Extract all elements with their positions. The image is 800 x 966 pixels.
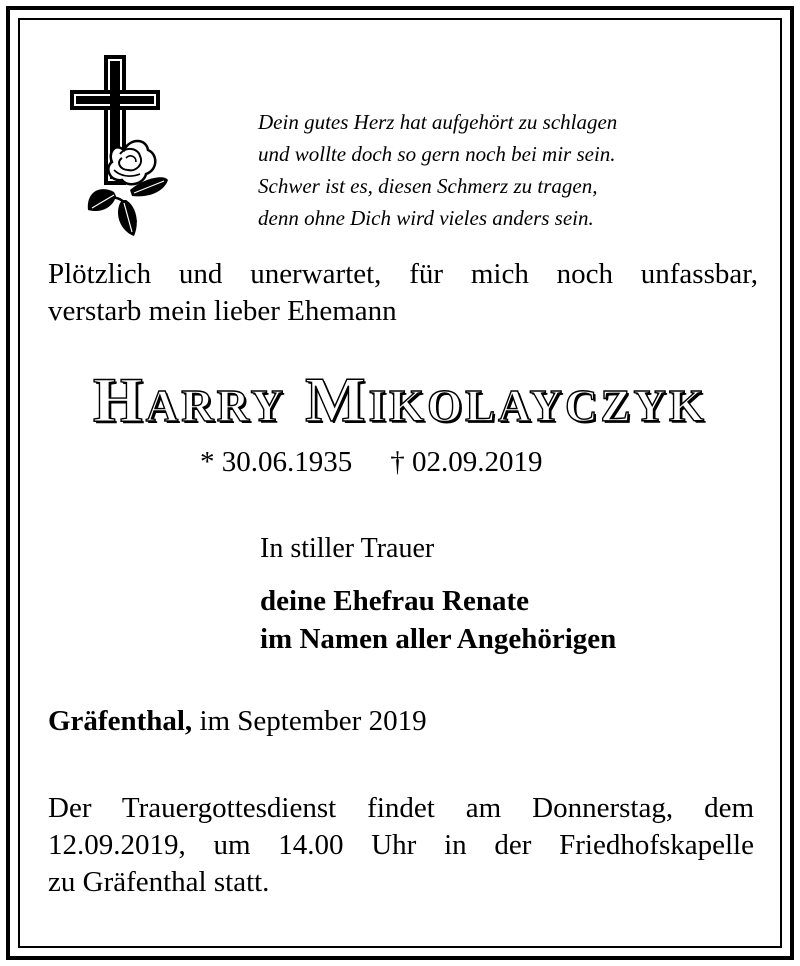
mourners-list — [260, 582, 616, 658]
mourning-phrase: In stiller Trauer — [260, 533, 435, 564]
place-and-date — [48, 703, 427, 739]
service-line-2: 12.09.2019, um 14.00 Uhr in der Friedhofskapelle — [48, 829, 754, 861]
intro-line-1: Plötzlich und unerwartet, für mich noch unfassbar, — [48, 258, 758, 290]
intro-line-2: verstarb mein lieber Ehemann — [48, 295, 397, 327]
poem-line: Dein gutes Herz hat aufgehört zu schlagen — [258, 110, 618, 134]
service-notice — [48, 790, 754, 901]
service-line-1: Der Trauergottesdienst findet am Donnerstag, dem — [48, 792, 754, 824]
life-dates — [200, 444, 543, 480]
deceased-name: Harry Mikolayczyk — [92, 364, 707, 435]
month-year: im September 2019 — [199, 705, 427, 737]
service-line-3: zu Gräfenthal statt. — [48, 866, 270, 898]
poem-line: Schwer ist es, diesen Schmerz zu tragen, — [258, 174, 598, 198]
poem-line: denn ohne Dich wird vieles anders sein. — [258, 206, 594, 230]
death-date: † 02.09.2019 — [390, 446, 543, 478]
rose-icon — [88, 141, 168, 236]
cross-and-rose-emblem — [64, 50, 184, 240]
mourner-line: im Namen aller Angehörigen — [260, 623, 617, 655]
poem-line: und wollte doch so gern noch bei mir sein. — [258, 142, 616, 166]
birth-date: * 30.06.1935 — [200, 446, 353, 478]
announcement-intro — [48, 256, 758, 330]
memorial-poem — [258, 106, 728, 234]
town-name: Gräfenthal, — [48, 705, 193, 737]
mourner-line: deine Ehefrau Renate — [260, 585, 530, 617]
